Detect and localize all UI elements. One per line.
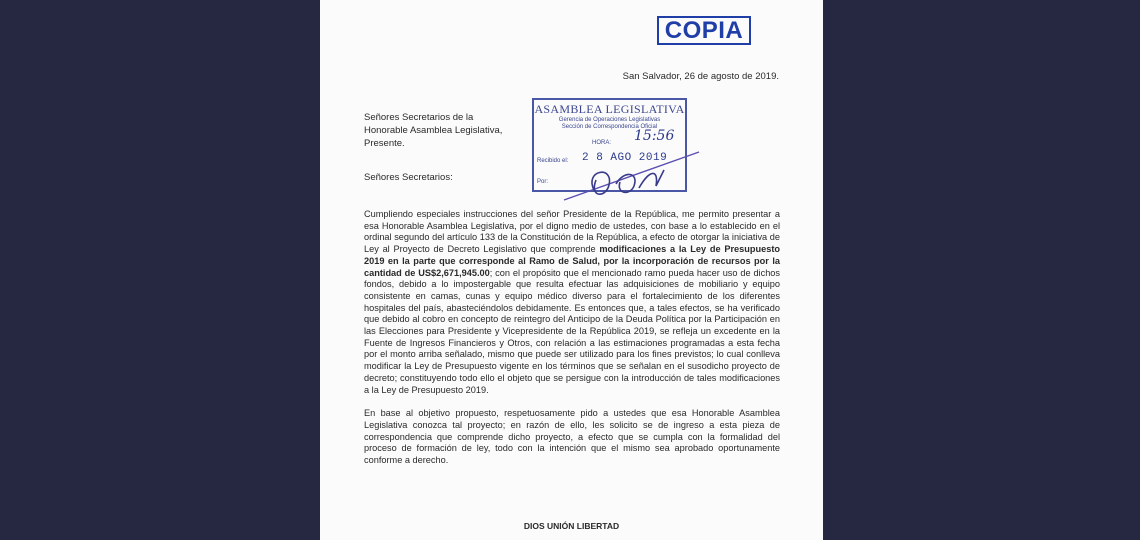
stamp-recibido-label: Recibido el: xyxy=(537,158,569,164)
stamp-title: ASAMBLEA LEGISLATIVA xyxy=(534,102,685,116)
body-paragraph xyxy=(364,209,780,396)
paragraph-text: Cumpliendo especiales instrucciones del señor Presidente de la República, me permito presentar a esa Honorable Asamblea Legislativa, por el digno medio de ustedes, con base a lo establecido en el ordinal segundo del artículo 133 de la Constitución de la República, a efecto de otorgar la iniciativa de Ley al Proyecto de Decreto Legislativo que comprende xyxy=(364,209,780,255)
stamp-subtitle: Sección de Correspondencia Oficial xyxy=(561,124,658,130)
stamp-recibido-value: 2 8 AGO 2019 xyxy=(582,152,668,164)
addressee-line: Presente. xyxy=(364,138,405,149)
stamp-hora-value: 15:56 xyxy=(634,128,675,144)
letter-date: San Salvador, 26 de agosto de 2019. xyxy=(622,71,779,82)
closing-motto: DIOS UNIÓN LIBERTAD xyxy=(523,521,620,531)
paragraph-bold-text: modificaciones a la Ley de Presupuesto 2019 en la parte que corresponde al Ramo de Salud, por la incorporación de recursos por la cantidad de US$2,671,945.00 xyxy=(364,244,780,278)
document-page xyxy=(320,0,823,540)
letter-body xyxy=(364,209,780,479)
addressee-line: Honorable Asamblea Legislativa, xyxy=(364,125,503,136)
stamp-hora-label: HORA: xyxy=(592,140,612,146)
salutation: Señores Secretarios: xyxy=(364,172,453,183)
body-paragraph: En base al objetivo propuesto, respetuosamente pido a ustedes que esa Honorable Asamblea Legislativa conozca tal proyecto; en razón de ello, les solicito se de ingreso a esta pieza de correspondencia que comprende dicho proyecto, a efecto que se cumpla con la formalidad del proceso de formación de ley, todo con la intención que el mismo sea aprobado oportunamente conforme a derecho. xyxy=(364,408,780,466)
stamp-por-label: Por: xyxy=(537,179,549,185)
stamp-subtitle: Gerencia de Operaciones Legislativas xyxy=(558,117,661,123)
addressee-line: Señores Secretarios de la xyxy=(364,112,474,123)
paragraph-text: ; con el propósito que el mencionado ramo pueda hacer uso de dichos fondos, debido a lo impostergable que resulta efectuar las adquisiciones de mobiliario y equipo consistente en camas, cunas y equipo médico diverso para el fortalecimiento de los diferentes hospitales del país, abasteciéndolos debidamente. Es entonces que, a tales efectos, se ha verificado que debido al cobro en concepto de reintegro del Anticipo de la Deuda Política por la Participación en las Elecciones para Presidente y Vicepresidente de la República 2019, se refleja un excedente en la Fuente de Ingresos Financieros y Otros, con relación a las estimaciones programadas a esta fecha por el monto arriba señalado, mismo que puede ser utilizado para los fines previstos; lo cual conlleva modificar la Ley de Presupuesto vigente en los términos que se señalan en el susodicho proyecto de decreto; constituyendo todo ello el objeto que se persigue con la introducción de tales modificaciones a la Ley de Presupuesto 2019. xyxy=(364,267,781,395)
handwritten-signature xyxy=(554,140,704,210)
copia-stamp: COPIA xyxy=(657,16,751,45)
addressee-block xyxy=(364,111,502,150)
